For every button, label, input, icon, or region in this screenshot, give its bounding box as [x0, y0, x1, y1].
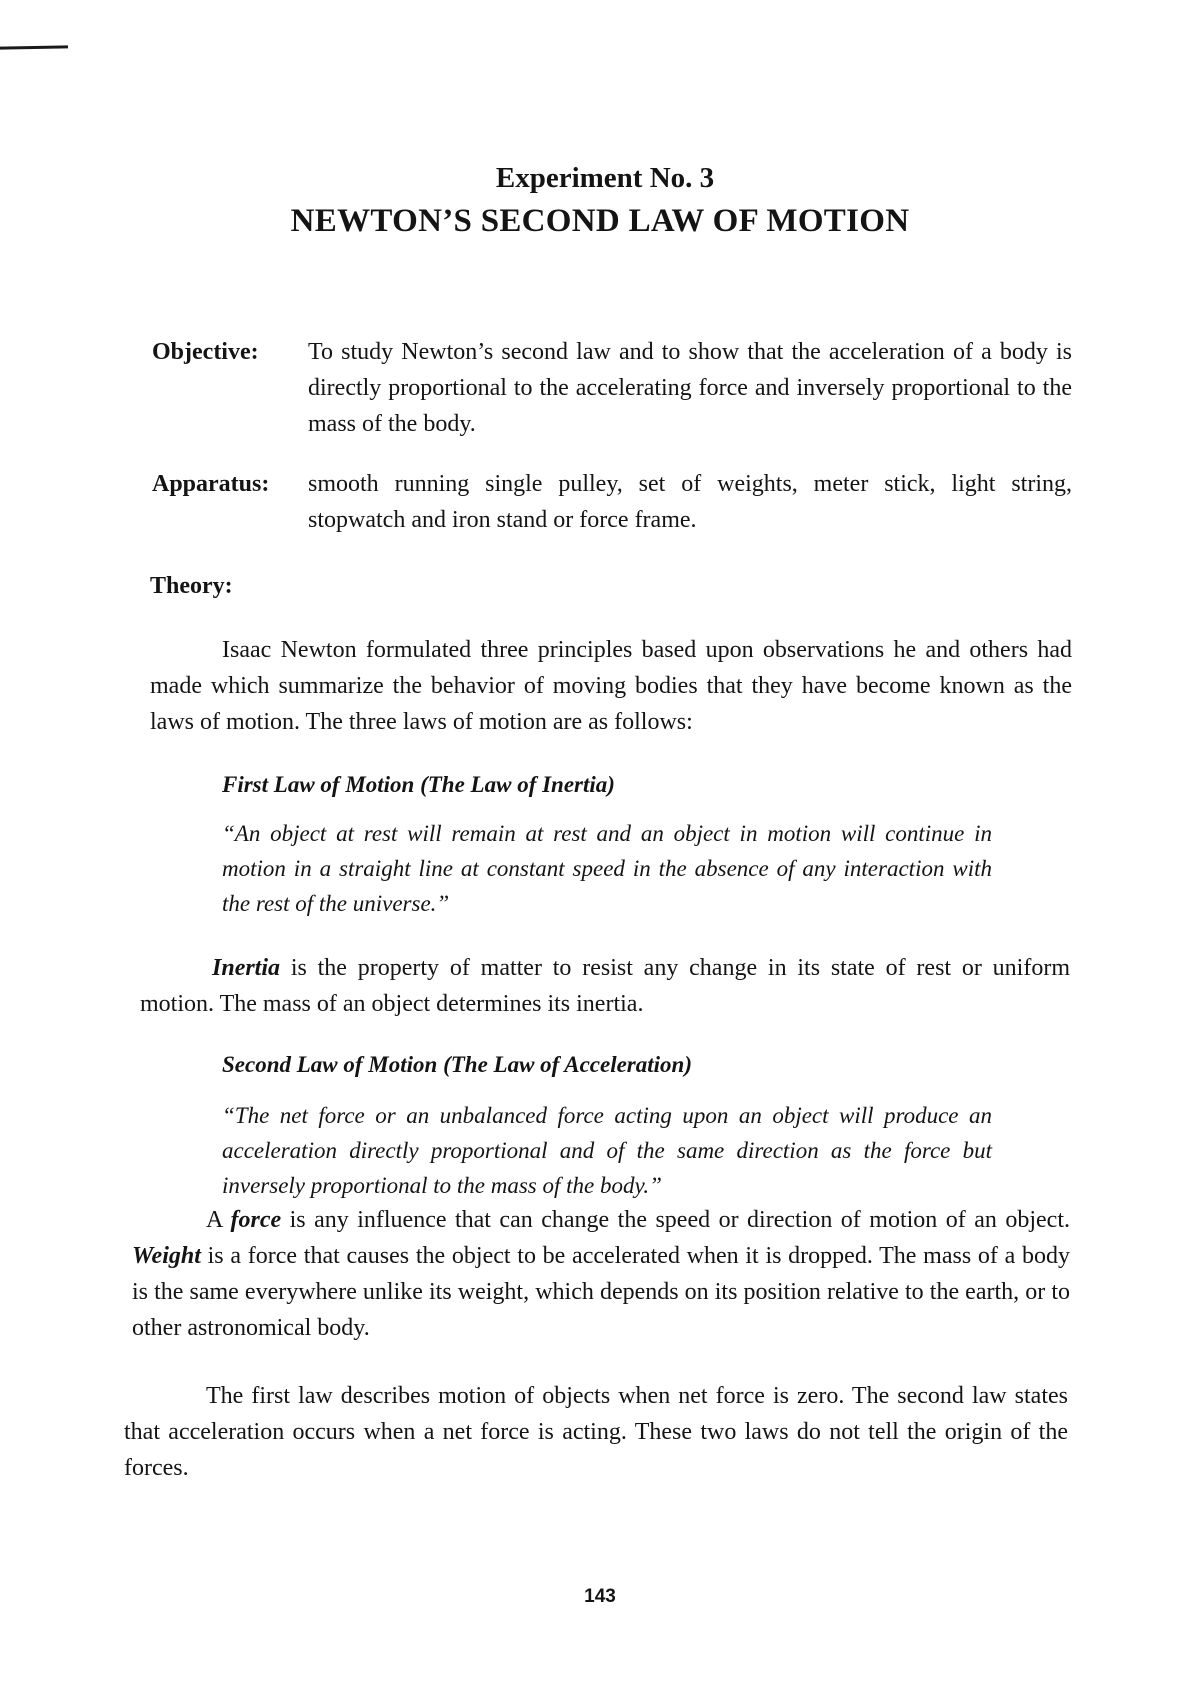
- apparatus-label: Apparatus:: [152, 471, 270, 497]
- document-header: [0, 158, 1200, 244]
- force-paragraph: [132, 1202, 1070, 1346]
- objective-label: Objective:: [152, 339, 259, 365]
- document-title: NEWTON’S SECOND LAW OF MOTION: [290, 203, 910, 239]
- theory-intro-paragraph: Isaac Newton formulated three principles based upon observations he and others had made which summarize the behavior of moving bodies that they have become known as the laws of motion. The three laws of motion are as follows:: [150, 637, 1072, 735]
- summary-paragraph: The first law describes motion of objects when net force is zero. The second law states that acceleration occurs when a net force is acting. These two laws do not tell the origin of the forces.: [124, 1383, 1068, 1481]
- apparatus-text: smooth running single pulley, set of weights, meter stick, light string, stopwatch and iron stand or force frame.: [308, 471, 1072, 533]
- force-term: force: [230, 1207, 282, 1233]
- weight-term: Weight: [132, 1243, 201, 1269]
- second-law-title: Second Law of Motion (The Law of Acceleration): [222, 1052, 692, 1077]
- force-definition: is any influence that can change the speed or direction of motion of an object.: [281, 1207, 1070, 1233]
- first-law-quote: “An object at rest will remain at rest and an object in motion will continue in motion in a straight line at constant speed in the absence of any interaction with the rest of the universe.”: [222, 821, 992, 916]
- inertia-paragraph: [140, 950, 1070, 1022]
- force-prefix: A: [206, 1207, 231, 1233]
- apparatus-section: [152, 466, 1072, 538]
- objective-text: To study Newton’s second law and to show that the acceleration of a body is directly proportional to the accelerating force and inversely proportional to the mass of the body.: [308, 339, 1072, 437]
- inertia-term: Inertia: [212, 955, 281, 981]
- page-number: 143: [584, 1586, 616, 1607]
- objective-section: [152, 334, 1072, 442]
- first-law-title: First Law of Motion (The Law of Inertia): [222, 772, 615, 797]
- second-law-quote: “The net force or an unbalanced force acting upon an object will produce an acceleration directly proportional and of the same direction as the force but inversely proportional to the mass of the body.”: [222, 1103, 992, 1198]
- weight-definition: is a force that causes the object to be accelerated when it is dropped. The mass of a body is the same everywhere unlike its weight, which depends on its position relative to the earth, or to other astronomical body.: [132, 1243, 1070, 1341]
- inertia-definition: is the property of matter to resist any change in its state of rest or uniform motion. The mass of an object determines its inertia.: [140, 955, 1070, 1017]
- scan-edge-mark: [0, 45, 68, 49]
- experiment-number: Experiment No. 3: [495, 162, 715, 194]
- theory-heading: Theory:: [150, 573, 233, 599]
